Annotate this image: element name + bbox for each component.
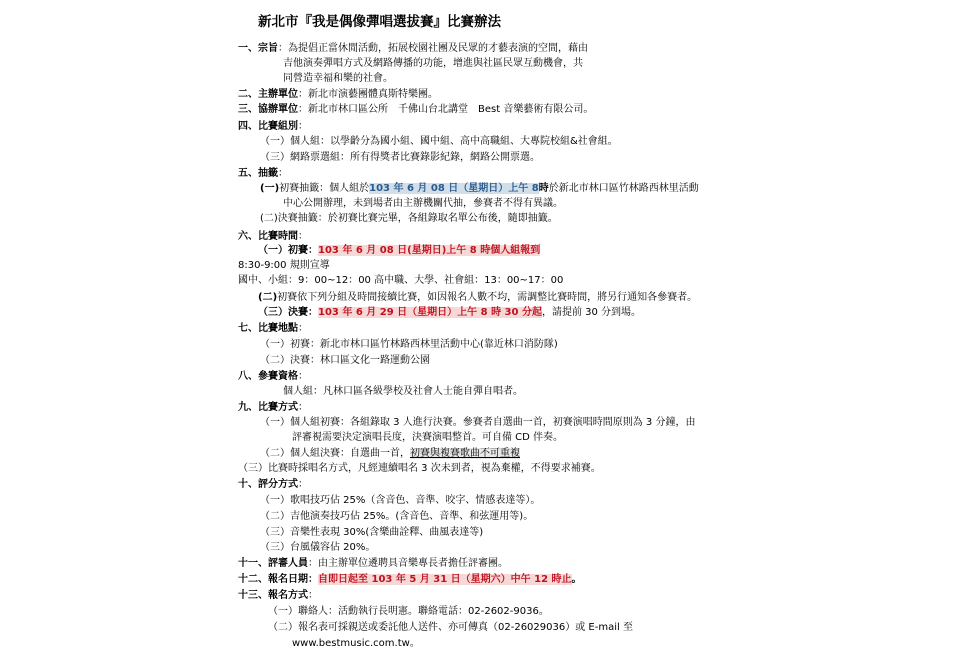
line-text: ：新北市演藝團體真斯特樂團。	[298, 89, 438, 100]
document-line	[238, 322, 308, 336]
line-heading: (二)	[258, 292, 278, 303]
line-text: （二）吉他演奏技巧佔 25%。(含音色、音準、和弦運用等)。	[260, 511, 534, 522]
line-text: （一）聯絡人：活動執行長明憲。聯絡電話：02-2602-9036。	[268, 606, 549, 617]
line-heading: 十一、評審人員	[238, 558, 308, 569]
line-text: 同營造幸福和樂的社會。	[283, 73, 393, 84]
document-line	[260, 354, 430, 368]
document-line	[260, 151, 540, 165]
document-line	[238, 120, 308, 134]
line-heading: 八、參賽資格	[238, 371, 298, 382]
line-text: ：由主辦單位遴聘具音樂專長者擔任評審團。	[308, 558, 508, 569]
line-text: （二）報名表可採親送或委託他人送件、亦可傳真（02-26029036）或 E-mail 至	[268, 622, 633, 633]
document-line	[268, 605, 549, 619]
line-heading: 十、評分方式	[238, 479, 298, 490]
line-text: （三）音樂性表現 30%(含樂曲詮釋、曲風表達等)	[260, 527, 484, 538]
line-text: (二)決賽抽籤：於初賽比賽完畢，各組錄取名單公布後，隨即抽籤。	[260, 213, 558, 224]
line-heading: 一、宗旨	[238, 43, 278, 54]
line-heading: (一)	[260, 183, 280, 194]
document-line	[260, 447, 520, 461]
document-line	[238, 230, 308, 244]
line-text: ：新北市林口區公所 千佛山台北講堂 Best 音樂藝術有限公司。	[298, 104, 594, 115]
document-line	[260, 494, 540, 508]
line-text: 個人組：凡林口區各級學校及社會人士能自彈自唱者。	[283, 386, 523, 397]
line-text: ：	[298, 121, 308, 132]
document-line	[260, 182, 699, 196]
line-text: 初賽依下列分組及時間接續比賽，如因報名人數不均，需調整比賽時間，將另行通知各參賽者。	[277, 292, 698, 303]
line-heading: 五、抽籤	[238, 168, 278, 179]
document-line	[292, 637, 420, 651]
document-line	[258, 291, 697, 305]
document-line	[260, 416, 695, 430]
line-text: （三）台風儀容佔 20%。	[260, 542, 376, 553]
document-line	[268, 621, 633, 635]
line-heading: 十三、報名方式	[238, 590, 308, 601]
highlighted-text: 初賽與複賽歌曲不可重複	[410, 448, 520, 459]
document-line	[238, 167, 288, 181]
highlighted-text: 103 年 6 月 08 日(星期日)上午 8 時個人組報到	[318, 245, 541, 256]
document-line	[238, 573, 582, 587]
document-line	[260, 526, 483, 540]
line-text: 8:30-9:00 規則宣導	[238, 260, 330, 271]
document-line	[283, 197, 563, 211]
document-line	[238, 274, 563, 288]
line-text: ：	[298, 371, 308, 382]
line-heading: （一）初賽	[258, 245, 308, 256]
document-line	[258, 306, 641, 320]
line-text: （一）個人組：以學齡分為國小組、國中組、高中高職組、大專院校組&社會組。	[260, 136, 618, 147]
line-heading: 九、比賽方式	[238, 402, 298, 413]
line-text: 中心公開辦理，未到場者由主辦機關代抽，參賽者不得有異議。	[283, 198, 563, 209]
line-text: ，請提前 30 分到場。	[541, 307, 642, 318]
line-text: （一）歌唱技巧佔 25%（含音色、音準、咬字、情感表達等）。	[260, 495, 541, 506]
line-text: ：	[308, 590, 318, 601]
document-line	[292, 431, 563, 445]
document-line	[238, 478, 308, 492]
line-heading: 七、比賽地點	[238, 323, 298, 334]
line-text: 國中、小組：9：00~12：00 高中職、大學、社會組：13：00~17：00	[238, 275, 564, 286]
document-line	[238, 589, 318, 603]
line-text: 於新北市林口區竹林路西林里活動	[548, 183, 699, 194]
document-line	[238, 259, 330, 273]
line-heading: 三、協辦單位	[238, 104, 298, 115]
line-text: 初賽抽籤：個人組於	[279, 183, 370, 194]
document-line	[260, 541, 375, 555]
line-heading: ：	[308, 307, 318, 318]
line-heading: 四、比賽組別	[238, 121, 298, 132]
line-text: ：為提倡正當休閒活動，拓展校園社團及民眾的才藝表演的空間，藉由	[278, 43, 588, 54]
document-line	[283, 72, 393, 86]
line-text: （一）初賽：新北市林口區竹林路西林里活動中心(靠近林口消防隊)	[260, 339, 558, 350]
line-text: ：	[298, 479, 308, 490]
line-text: ：	[298, 231, 308, 242]
line-text: 評審視需要決定演唱長度，決賽演唱整首。可自備 CD 伴奏。	[292, 432, 564, 443]
line-text: （一）個人組初賽：各組錄取 3 人進行決賽。參賽者自選曲一首，初賽演唱時間原則為 3 分鐘，由	[260, 417, 696, 428]
document-title: 新北市『我是偶像彈唱選拔賽』比賽辦法	[258, 14, 501, 30]
highlighted-text: 自即日起至 103 年 5 月 31 日（星期六）中午 12 時止	[318, 574, 572, 585]
document-line	[238, 370, 308, 384]
document-line	[238, 462, 601, 476]
document-line	[260, 212, 558, 226]
line-text: （二）個人組決賽：自選曲一首，	[260, 448, 410, 459]
document-line	[238, 88, 438, 102]
document-line	[238, 103, 593, 117]
line-heading: 二、主辦單位	[238, 89, 298, 100]
highlighted-text: 103 年 6 月 08 日（星期日）上午 8	[369, 183, 539, 194]
document-line	[260, 338, 558, 352]
line-text: （二）決賽：林口區文化一路運動公園	[260, 355, 430, 366]
document-line	[283, 385, 523, 399]
line-heading: （三）決賽	[258, 307, 308, 318]
document-line	[283, 57, 583, 71]
line-heading: 時	[538, 183, 549, 194]
line-heading: ：	[308, 574, 318, 585]
document-line	[260, 135, 618, 149]
line-text: ：	[298, 402, 308, 413]
document-line	[238, 557, 508, 571]
highlighted-text: 103 年 6 月 29 日（星期日）上午 8 時 30 分起	[318, 307, 542, 318]
document-line	[258, 244, 540, 258]
document-line	[238, 42, 588, 56]
line-heading: 六、比賽時間	[238, 231, 298, 242]
line-heading: 。	[571, 574, 582, 585]
line-heading: ：	[308, 245, 318, 256]
line-text: www.bestmusic.com.tw。	[292, 638, 420, 649]
line-text: ：	[278, 168, 288, 179]
document-line	[238, 401, 308, 415]
line-text: （三）比賽時採唱名方式，凡經連續唱名 3 次未到者，視為棄權，不得要求補賽。	[238, 463, 601, 474]
line-heading: 十二、報名日期	[238, 574, 308, 585]
line-text: 吉他演奏彈唱方式及網路傳播的功能，增進與社區民眾互動機會，共	[283, 58, 583, 69]
line-text: （三）網路票選組：所有得獎者比賽錄影紀錄，網路公開票選。	[260, 152, 540, 163]
document-line	[260, 510, 533, 524]
line-text: ：	[298, 323, 308, 334]
